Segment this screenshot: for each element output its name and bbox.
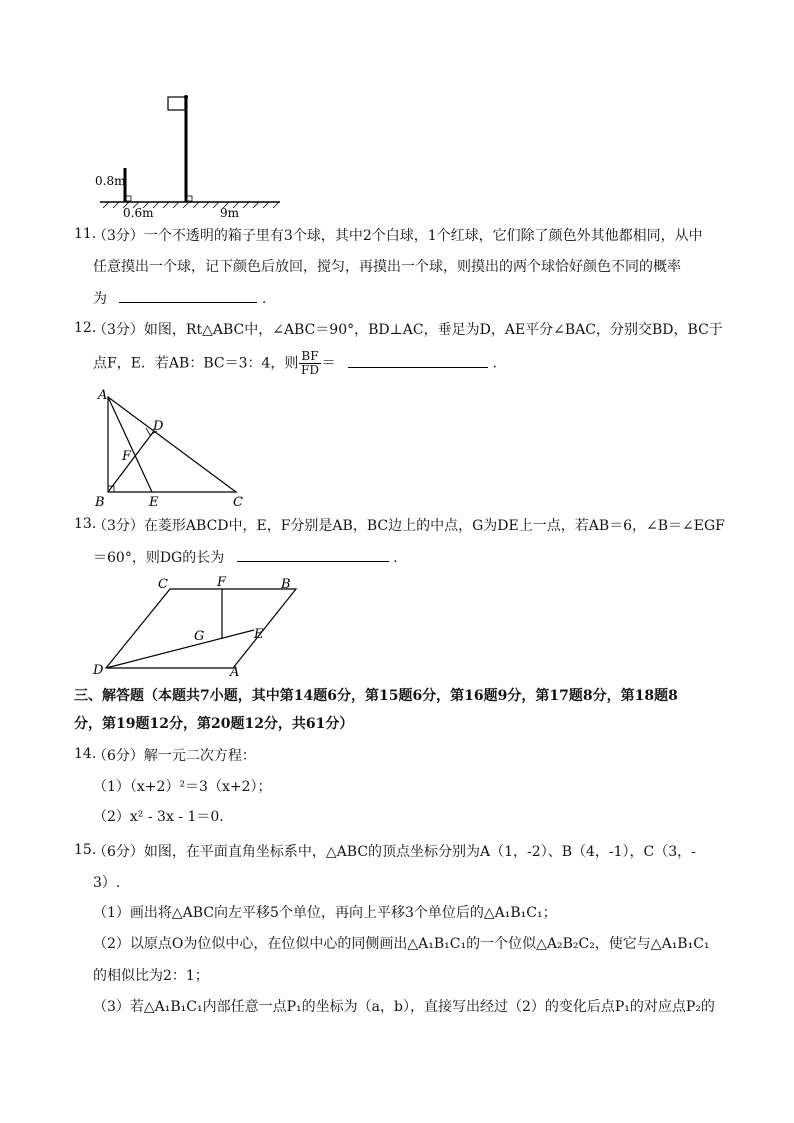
label-e: E (149, 495, 159, 510)
q12-frac-top: BF (301, 349, 319, 363)
q14-number: 14. (74, 746, 97, 762)
q15-part2-line1: （2）以原点O为位似中心，在位似中心的同侧画出△A₁B₁C₁的一个位似△A₂B₂C₂，使它与△A₁B₁C₁ (93, 936, 710, 952)
q11-line1: （3分）一个不透明的箱子里有3个球，其中2个白球，1个红球，它们除了颜色外其他都相同，从中 (93, 228, 703, 244)
rhombus-abcd-figure (88, 570, 313, 680)
label-c: C (233, 495, 243, 510)
q15-line2: 3）. (93, 875, 121, 891)
label-a: A (230, 665, 240, 680)
segment-de (106, 630, 254, 668)
q15-part3: （3）若△A₁B₁C₁内部任意一点P₁的坐标为（a，b），直接写出经过（2）的变化后点P₁的对应点P₂的 (93, 999, 715, 1015)
q11-line3 (93, 288, 266, 309)
q11-line3-prefix: 为 (93, 291, 107, 307)
q14-part1: （1）（x+2）²＝3（x+2）； (93, 779, 272, 795)
q14-part2: （2）x² - 3x - 1＝0. (93, 809, 224, 825)
q11-line2: 任意摸出一个球，记下颜色后放回，搅匀，再摸出一个球，则摸出的两个球恰好颜色不同的概率 (93, 259, 681, 275)
label-e: E (254, 627, 264, 642)
label-shadow: 0.6m (123, 206, 154, 220)
q13-line1: （3分）在菱形ABCD中，E，F分别是AB，BC边上的中点，G为DE上一点，若AB＝6，∠B＝∠EGF (93, 518, 725, 534)
q15-line1: （6分）如图，在平面直角坐标系中，△ABC的顶点坐标分别为A（1，-2）、B（4，-1），C（3，- (93, 844, 696, 860)
label-a: A (98, 388, 108, 403)
q12-equals: ＝ (321, 355, 336, 372)
q15-number: 15. (74, 842, 97, 858)
label-distance: 9m (220, 206, 240, 220)
q12-number: 12. (74, 320, 97, 336)
flag (168, 97, 185, 110)
q12-frac-bottom: FD (301, 363, 319, 377)
q12-line2-prefix: 点F，E．若AB：BC＝3：4，则 (93, 355, 299, 372)
label-height: 0.8m (95, 174, 126, 188)
label-f: F (122, 449, 132, 464)
label-b: B (95, 495, 105, 510)
label-c: C (158, 577, 168, 592)
q13-line2-suffix: . (393, 550, 398, 566)
triangle-abc (108, 397, 236, 492)
q15-part2-line2: 的相似比为2：1； (93, 968, 209, 984)
label-b: B (281, 577, 291, 592)
q13-number: 13. (74, 516, 97, 532)
pole-shadow-figure (95, 90, 285, 220)
section3-heading-line2: 分，第19题12分，第20题12分，共61分） (74, 716, 354, 732)
q13-line2 (93, 547, 398, 568)
q12-line2-suffix: . (492, 355, 497, 372)
triangle-abc-figure (90, 385, 260, 510)
q13-answer-blank[interactable] (237, 547, 389, 562)
q13-line2-prefix: ＝60°，则DG的长为 (93, 550, 225, 566)
label-d: D (93, 663, 104, 678)
q12-line2 (93, 350, 497, 377)
label-d: D (153, 419, 164, 434)
q14-title: （6分）解一元二次方程： (93, 748, 256, 764)
q12-fraction (299, 350, 320, 377)
label-f: F (217, 575, 227, 590)
q11-number: 11. (74, 226, 97, 242)
q15-part1: （1）画出将△ABC向左平移5个单位，再向上平移3个单位后的△A₁B₁C₁； (93, 905, 557, 921)
q12-line1: （3分）如图，Rt△ABC中，∠ABC＝90°，BD⊥AC，垂足为D，AE平分∠BAC，分别交BD，BC于 (93, 322, 723, 338)
q11-line3-suffix: . (261, 291, 267, 307)
label-g: G (194, 629, 205, 644)
segment-ae (108, 397, 152, 492)
section3-heading-line1: 三、解答题（本题共7小题，其中第14题6分，第15题6分，第16题9分，第17题8分，第18题8 (74, 688, 678, 704)
q11-answer-blank[interactable] (119, 288, 257, 303)
q12-answer-blank[interactable] (348, 353, 488, 368)
